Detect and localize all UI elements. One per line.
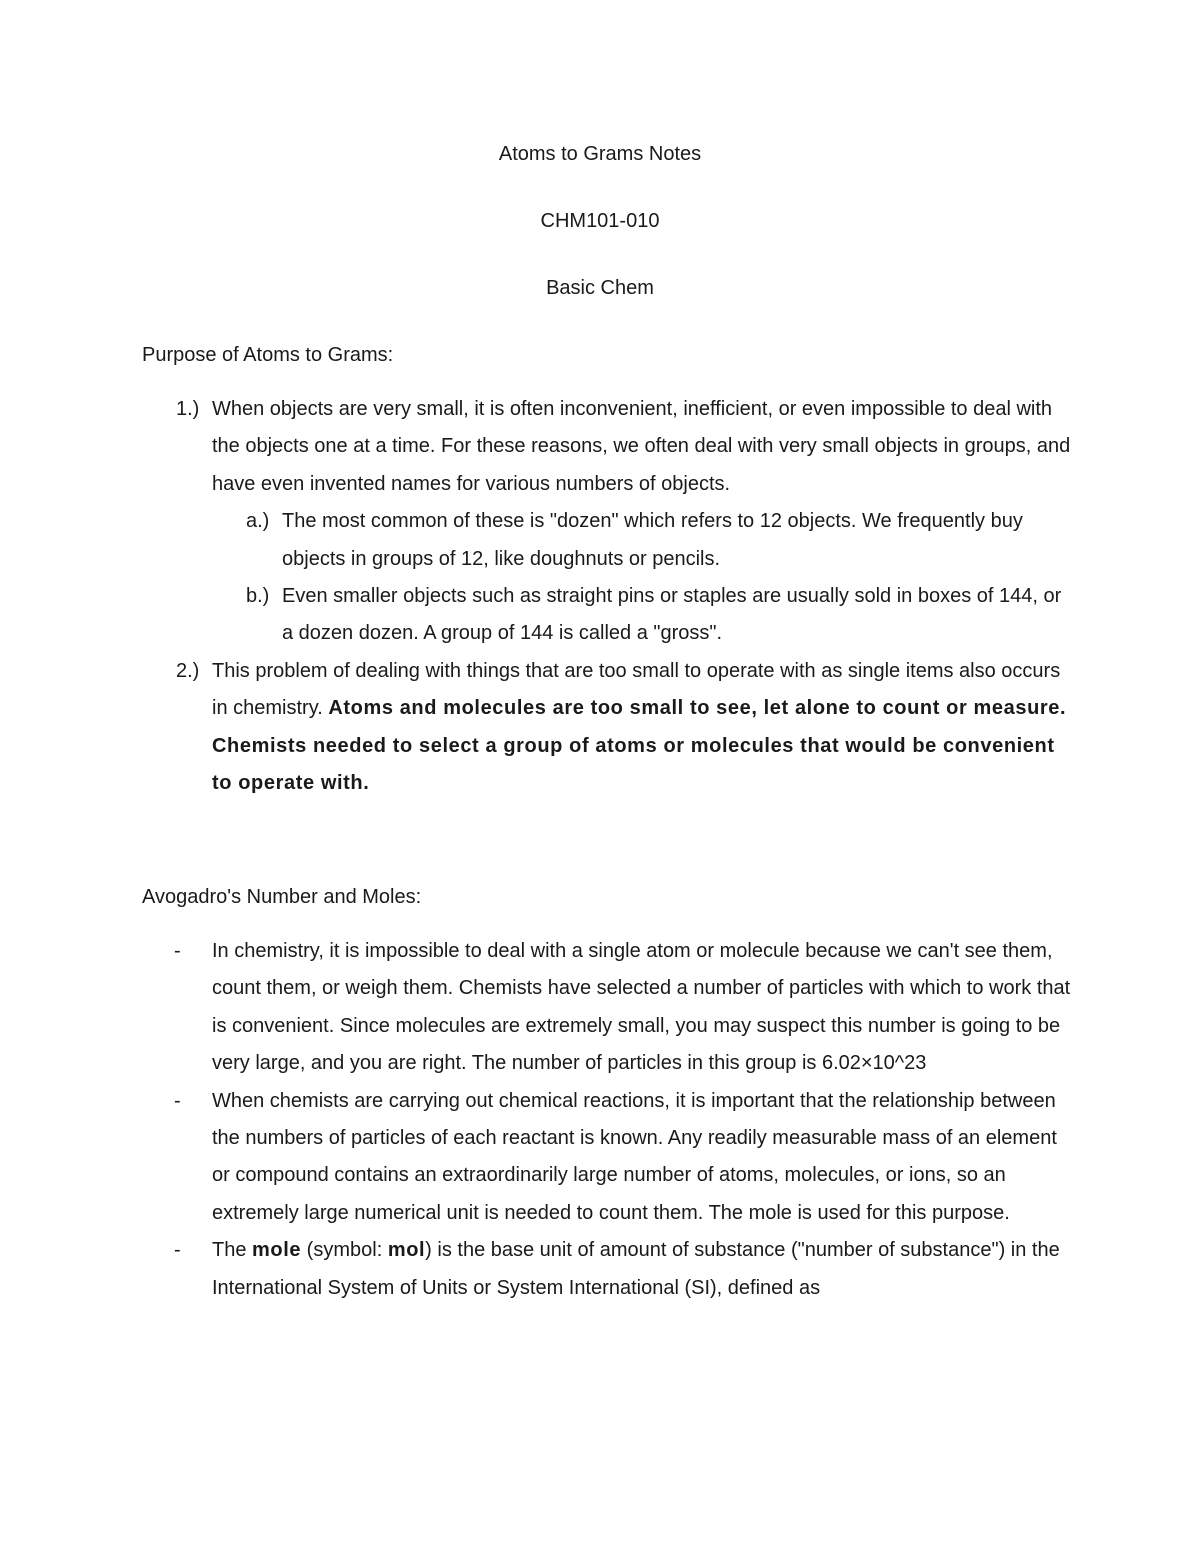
- list-item: [142, 1083, 1072, 1233]
- sub-list: [212, 503, 1072, 653]
- list-marker: -: [174, 940, 181, 962]
- document-title: Atoms to Grams Notes: [498, 143, 702, 165]
- course-subject: Basic Chem: [546, 277, 654, 299]
- course-code: CHM101-010: [540, 210, 660, 232]
- list-item-text: In chemistry, it is impossible to deal with a single atom or molecule because we can't see them, count them, or weigh them. Chemists have selected a number of particles with which to work that is convenient. Since molecules are extremely small, you may suspect this number is going to be very large, and you are right. The number of particles in this group is 6.02×10^23: [212, 940, 1071, 1075]
- sub-list-marker: a.): [246, 510, 270, 533]
- sub-list-item: [142, 503, 1072, 578]
- list-item: [142, 1232, 1072, 1307]
- list-item: [142, 653, 1072, 803]
- list-marker: 2.): [176, 659, 200, 682]
- purpose-list: [142, 391, 1072, 802]
- list-marker: -: [174, 1239, 181, 1262]
- list-item-text: (symbol:: [301, 1239, 388, 1262]
- sub-list-item-text: The most common of these is "dozen" which refers to 12 objects. We frequently buy objects in groups of 12, like doughnuts or pencils.: [282, 510, 1023, 570]
- list-marker: -: [174, 1089, 181, 1112]
- list-item-text: When objects are very small, it is often inconvenient, inefficient, or even impossible to deal with the objects one at a time. For these reasons, we often deal with very small objects in groups, and have even invented names for various numbers of objects.: [212, 398, 1071, 495]
- bold-emphasis-text: Atoms and molecules are too small to see, let alone to count or measure. Chemists needed to select a group of atoms or molecules that would be convenient to operate with.: [212, 697, 1067, 795]
- sub-list-item-text: Even smaller objects such as straight pins or staples are usually sold in boxes of 144, or a dozen dozen. A group of 144 is called a "gross".: [282, 585, 1062, 645]
- list-item-text: This problem of dealing with things that are too small to operate with as single items also occurs in chemistry.: [212, 659, 1061, 720]
- list-item-text: When chemists are carrying out chemical reactions, it is important that the relationship between the numbers of particles of each reactant is known. Any readily measurable mass of an element or compound contains an extraordinarily large number of atoms, molecules, or ions, so an extremely large numerical unit is needed to count them. The mole is used for this purpose.: [212, 1089, 1057, 1224]
- list-item-text: The: [212, 1239, 253, 1262]
- avogadro-heading: Avogadro's Number and Moles:: [142, 886, 422, 908]
- list-item-text: ) is the base unit of amount of substance ("number of substance") in the International System of Units or System International (SI), defined as: [212, 1239, 1060, 1299]
- purpose-heading: Purpose of Atoms to Grams:: [142, 344, 394, 366]
- sub-list-marker: b.): [246, 585, 270, 608]
- mole-term: mole: [252, 1239, 302, 1262]
- mol-symbol: mol: [387, 1239, 426, 1262]
- avogadro-list: [142, 933, 1072, 1307]
- list-item: [142, 933, 1072, 1083]
- list-item: [142, 391, 1072, 653]
- list-marker: 1.): [176, 398, 200, 420]
- sub-list-item: [142, 578, 1072, 653]
